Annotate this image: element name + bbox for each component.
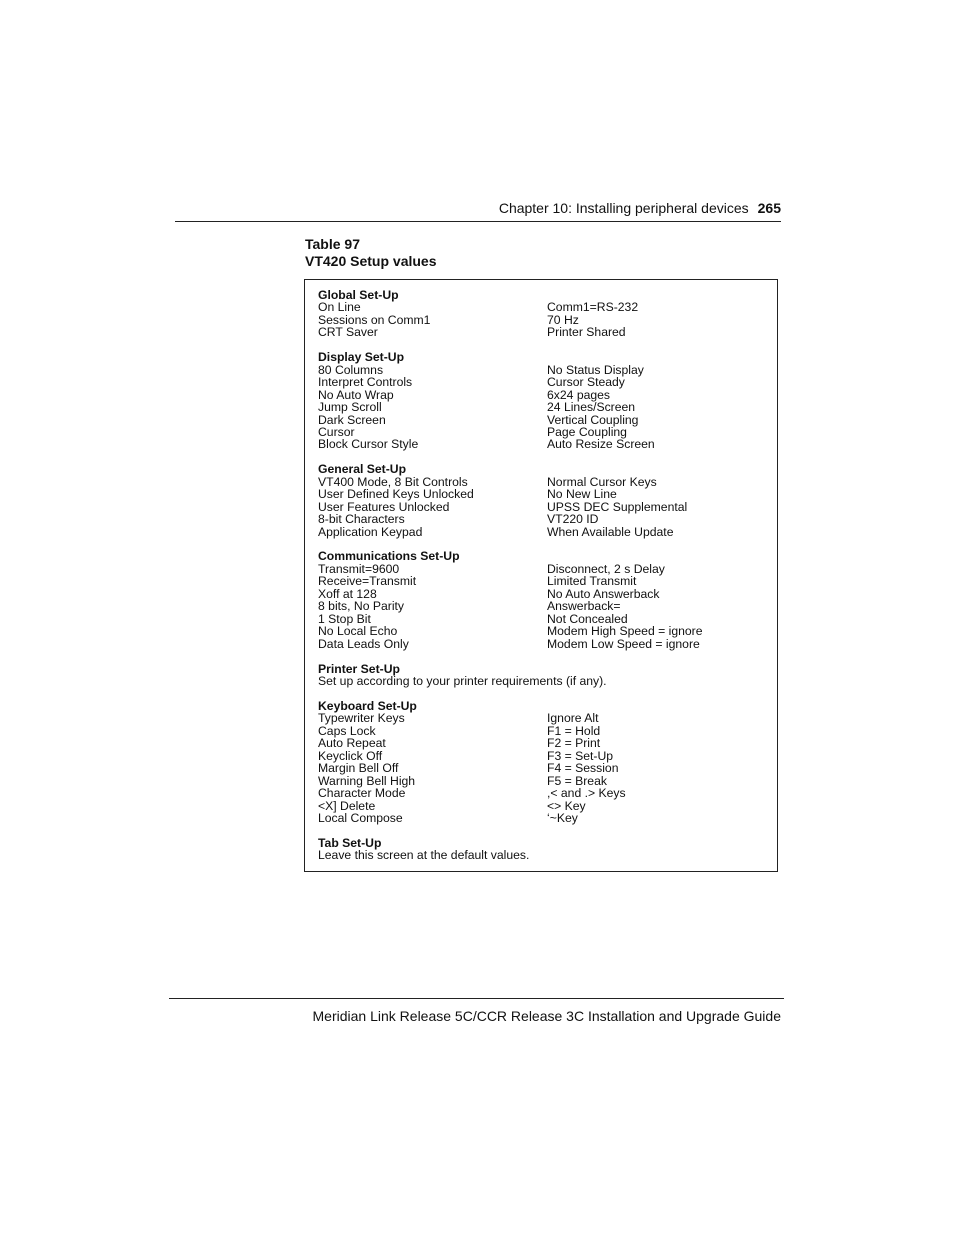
setting-left: 8 bits, No Parity: [318, 599, 405, 614]
setting-left: Sessions on Comm1: [318, 312, 431, 327]
setting-left: Interpret Controls: [318, 375, 413, 390]
setting-left: User Defined Keys Unlocked: [318, 487, 474, 502]
setting-row: [318, 787, 777, 799]
setting-row: [318, 625, 777, 637]
setting-right: Disconnect, 2 s Delay: [547, 561, 665, 576]
setting-left: Receive=Transmit: [318, 574, 417, 589]
setting-right: 6x24 pages: [547, 387, 611, 402]
section-title: Communications Set-Up: [318, 549, 460, 564]
setting-right: No New Line: [547, 487, 617, 502]
setting-right: When Available Update: [547, 524, 674, 539]
setting-row: [318, 638, 777, 650]
setting-right: F4 = Session: [547, 761, 619, 776]
section-title: Keyboard Set-Up: [318, 698, 417, 713]
setting-right: ,< and .> Keys: [547, 786, 626, 801]
setup-section: [318, 837, 777, 862]
setting-left: 1 Stop Bit: [318, 611, 371, 626]
section-title: Global Set-Up: [318, 288, 399, 302]
setting-left: Data Leads Only: [318, 636, 409, 651]
setting-row: [318, 737, 777, 749]
setting-row: [318, 513, 777, 525]
setting-row: [318, 488, 777, 500]
setting-left: VT400 Mode, 8 Bit Controls: [318, 474, 468, 489]
setting-left: Block Cursor Style: [318, 437, 419, 452]
setting-right: Auto Resize Screen: [547, 437, 655, 452]
setting-left: Caps Lock: [318, 723, 376, 738]
setting-right: Page Coupling: [547, 424, 627, 439]
setting-row: [318, 600, 777, 612]
setting-row: [318, 812, 777, 824]
setting-row: [318, 526, 777, 538]
section-title: Display Set-Up: [318, 350, 405, 365]
setting-right: F3 = Set-Up: [547, 748, 614, 763]
footer-title: Meridian Link Release 5C/CCR Release 3C Installation and Upgrade Guide: [312, 1008, 781, 1024]
setting-right: Not Concealed: [547, 611, 628, 626]
table-caption: [305, 236, 437, 270]
setting-row: [318, 326, 777, 338]
setting-left: 80 Columns: [318, 362, 384, 377]
setting-right: Limited Transmit: [547, 574, 637, 589]
chapter-title: Chapter 10: Installing peripheral devices: [498, 200, 749, 216]
setup-section: [318, 351, 777, 451]
setting-right: Answerback=: [547, 599, 621, 614]
setting-left: CRT Saver: [318, 325, 378, 340]
table-title: VT420 Setup values: [305, 253, 437, 269]
setup-section: [318, 289, 777, 339]
setup-section: [318, 700, 777, 825]
setup-section: [318, 463, 777, 538]
setting-left: Xoff at 128: [318, 586, 377, 601]
setting-right: Printer Shared: [547, 325, 626, 340]
setting-row: [318, 712, 777, 724]
setting-left: Keyclick Off: [318, 748, 383, 763]
section-note: Set up according to your printer requirements (if any).: [318, 673, 607, 688]
setting-left: Cursor: [318, 424, 355, 439]
running-header: [499, 200, 781, 217]
section-title: General Set-Up: [318, 462, 407, 477]
setting-right: Ignore Alt: [547, 711, 599, 726]
setting-left: Application Keypad: [318, 524, 423, 539]
setting-left: 8-bit Characters: [318, 512, 405, 527]
setting-right: UPSS DEC Supplemental: [547, 499, 688, 514]
setting-row: [318, 575, 777, 587]
setting-left: Local Compose: [318, 810, 403, 825]
setting-left: Auto Repeat: [318, 736, 386, 751]
setting-right: ‘~Key: [547, 810, 578, 825]
table-label: Table 97: [305, 236, 360, 252]
setting-right: Normal Cursor Keys: [547, 474, 657, 489]
setting-right: F5 = Break: [547, 773, 607, 788]
setting-right: F1 = Hold: [547, 723, 601, 738]
setting-left: Margin Bell Off: [318, 761, 399, 776]
setup-section: [318, 663, 777, 688]
setting-left: No Auto Wrap: [318, 387, 394, 402]
setting-left: Jump Scroll: [318, 400, 382, 415]
setting-row: [318, 376, 777, 388]
setup-section: [318, 550, 777, 650]
setting-row: [318, 401, 777, 413]
setting-left: On Line: [318, 300, 361, 315]
section-title: Printer Set-Up: [318, 661, 400, 676]
setting-left: No Local Echo: [318, 624, 398, 639]
setting-right: Vertical Coupling: [547, 412, 639, 427]
setting-left: <X] Delete: [318, 798, 376, 813]
setting-right: Modem High Speed = ignore: [547, 624, 703, 639]
setting-left: Transmit=9600: [318, 561, 400, 576]
setting-right: 70 Hz: [547, 312, 579, 327]
setting-right: <> Key: [547, 798, 586, 813]
setting-right: F2 = Print: [547, 736, 601, 751]
setting-row: [318, 762, 777, 774]
setting-left: User Features Unlocked: [318, 499, 450, 514]
setup-values-table: [304, 279, 778, 872]
footer-rule: [169, 998, 784, 999]
setting-right: VT220 ID: [547, 512, 599, 527]
setting-right: No Status Display: [547, 362, 644, 377]
setting-right: No Auto Answerback: [547, 586, 660, 601]
setting-left: Warning Bell High: [318, 773, 416, 788]
setting-right: Cursor Steady: [547, 375, 625, 390]
header-rule: [175, 221, 781, 222]
setting-row: [318, 438, 777, 450]
section-note: Leave this screen at the default values.: [318, 848, 530, 863]
setting-left: Typewriter Keys: [318, 711, 405, 726]
setting-right: Modem Low Speed = ignore: [547, 636, 700, 651]
setting-right: 24 Lines/Screen: [547, 400, 636, 415]
section-title: Tab Set-Up: [318, 835, 382, 850]
page-number: 265: [757, 200, 781, 216]
setting-right: Comm1=RS-232: [547, 300, 639, 315]
setting-left: Dark Screen: [318, 412, 386, 427]
setting-left: Character Mode: [318, 786, 406, 801]
